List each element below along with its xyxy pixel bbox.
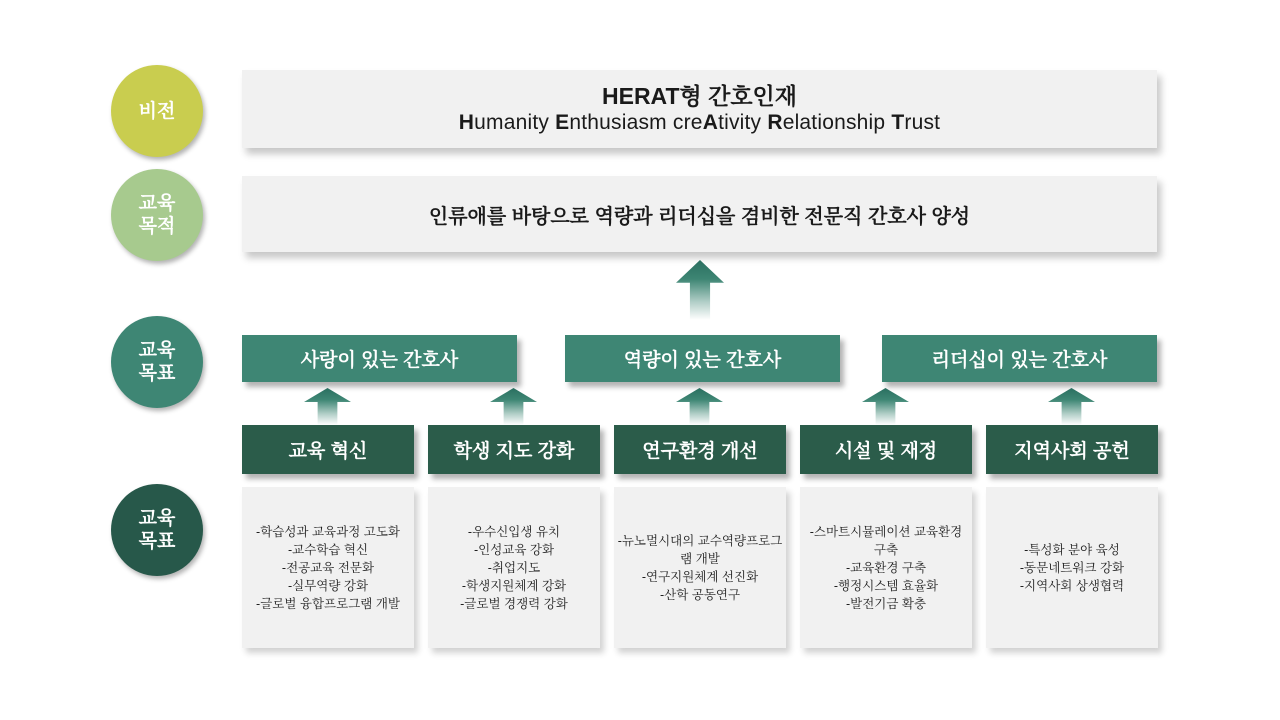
goals-badge-line2: 목표: [138, 363, 176, 384]
up-arrow-icon: [676, 260, 724, 320]
detail-list-item: -학생지원체계 강화: [461, 578, 567, 593]
vision-badge-label: 비전: [138, 100, 176, 122]
vision-subtitle: [459, 110, 940, 136]
up-arrow-icon: [490, 388, 537, 425]
goal-box-leadership: [882, 335, 1157, 382]
detail-box-research-environment: [614, 487, 786, 648]
subtitle-part: elationship: [782, 110, 892, 134]
detail-list-item: -발전기금 확충: [845, 596, 927, 611]
strategy-box-student-guidance: [428, 425, 600, 474]
goal-box-competence-label: 역량이 있는 간호사: [623, 350, 782, 371]
purpose-text: 인류애를 바탕으로 역량과 리더십을 겸비한 전문직 간호사 양성: [428, 205, 971, 228]
detail-list-item: -행정시스템 효율화: [833, 578, 939, 593]
subtitle-part: H: [458, 110, 475, 134]
strategy-box-label: 교육 혁신: [288, 441, 368, 462]
subtitle-part: umanity: [474, 110, 556, 134]
detail-list-item: -스마트시뮬레이션 교육환경 구축: [809, 524, 963, 557]
detail-list-item: -전공교육 전문화: [281, 560, 375, 575]
subtitle-part: E: [555, 110, 570, 134]
detail-list-item: -뉴노멀시대의 교수역량프로그램 개발: [617, 533, 783, 566]
strategy-box-education-innovation: [242, 425, 414, 474]
strategy-box-label: 시설 및 재정: [834, 441, 938, 462]
education-purpose-badge: [111, 169, 203, 261]
strategy-box-label: 학생 지도 강화: [453, 441, 575, 462]
subtitle-part: tivity: [718, 110, 768, 134]
strategy-box-community-contribution: [986, 425, 1158, 474]
detail-list-item: -동문네트워크 강화: [1019, 560, 1125, 575]
vision-title: HERAT형 간호인재: [602, 82, 797, 109]
strategy-box-research-environment: [614, 425, 786, 474]
vision-panel: [242, 70, 1157, 148]
detail-box-facilities-finance: [800, 487, 972, 648]
goals-badge-line1: 교육: [138, 340, 176, 361]
up-arrow-icon: [676, 388, 723, 425]
vision-badge: [111, 65, 203, 157]
subtitle-part: rust: [904, 110, 941, 134]
detail-list-item: -산학 공동연구: [659, 587, 741, 602]
strategy-badge-line1: 교육: [138, 508, 176, 529]
detail-list-item: -특성화 분야 육성: [1024, 542, 1120, 557]
strategy-box-label: 지역사회 공헌: [1014, 441, 1130, 462]
detail-list-item: -글로벌 경쟁력 강화: [460, 596, 568, 611]
goal-box-love-label: 사랑이 있는 간호사: [300, 350, 459, 371]
detail-box-education-innovation: [242, 487, 414, 648]
subtitle-part: nthusiasm cre: [569, 110, 703, 134]
detail-list-item: -글로벌 융합프로그램 개발: [256, 596, 400, 611]
detail-list-item: -우수신입생 유치: [467, 524, 561, 539]
detail-list-item: -학습성과 교육과정 고도화: [256, 524, 400, 539]
goal-box-leadership-label: 리더십이 있는 간호사: [931, 350, 1108, 371]
subtitle-part: R: [767, 110, 783, 134]
purpose-badge-line2: 목적: [138, 216, 176, 237]
detail-list-item: -인성교육 강화: [473, 542, 555, 557]
detail-box-student-guidance: [428, 487, 600, 648]
goal-box-competence: [565, 335, 840, 382]
strategy-box-facilities-finance: [800, 425, 972, 474]
up-arrow-icon: [304, 388, 351, 425]
purpose-panel: [242, 176, 1157, 252]
detail-box-community-contribution: [986, 487, 1158, 648]
education-goals-badge: [111, 316, 203, 408]
subtitle-part: T: [891, 110, 905, 134]
strategy-badge-line2: 목표: [138, 531, 176, 552]
detail-list-item: -교수학습 혁신: [287, 542, 369, 557]
education-strategy-badge: [111, 484, 203, 576]
up-arrow-icon: [1048, 388, 1095, 425]
purpose-badge-line1: 교육: [138, 193, 176, 214]
goal-box-love: [242, 335, 517, 382]
detail-list-item: -취업지도: [487, 560, 541, 575]
up-arrow-icon: [862, 388, 909, 425]
detail-list-item: -교육환경 구축: [845, 560, 927, 575]
detail-list-item: -실무역량 강화: [287, 578, 369, 593]
detail-list-item: -지역사회 상생협력: [1019, 578, 1125, 593]
strategy-box-label: 연구환경 개선: [642, 441, 758, 462]
subtitle-part: A: [702, 110, 719, 134]
detail-list-item: -연구지원체계 선진화: [641, 569, 759, 584]
